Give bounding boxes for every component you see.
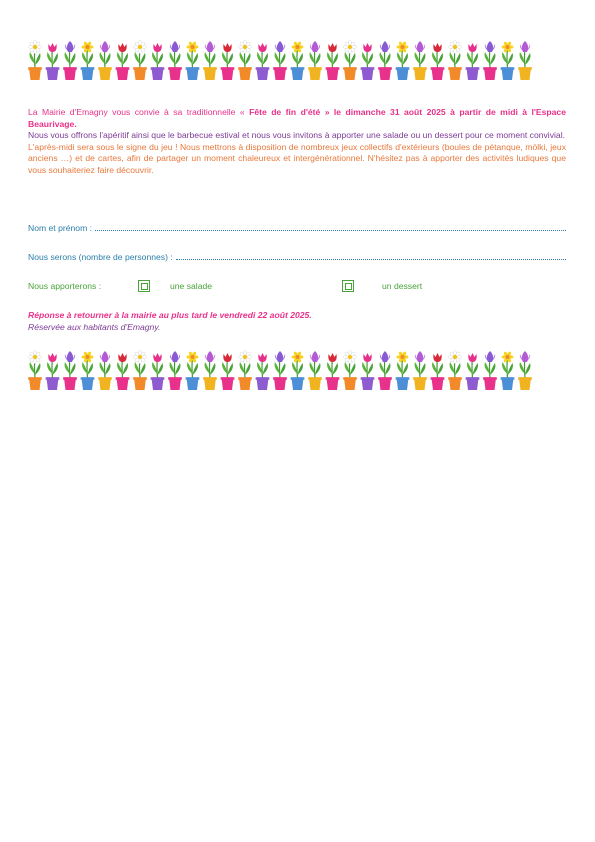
dessert-checkbox[interactable] (342, 280, 354, 292)
invitation-offer: Nous vous offrons l'apéritif ainsi que le barbecue estival et nous vous invitons à apporter une salade ou un dessert pour ce moment convivial. (28, 130, 565, 141)
salad-checkbox[interactable] (138, 280, 150, 292)
potted-flower-icon (326, 353, 340, 390)
potted-flower-icon (343, 350, 357, 390)
potted-flower-icon (133, 350, 147, 390)
potted-flower-icon (518, 351, 532, 390)
potted-flower-icon (186, 41, 200, 80)
name-dotted-line[interactable] (95, 223, 566, 231)
potted-flower-icon (291, 41, 305, 80)
bring-label: Nous apporterons : (28, 281, 102, 291)
potted-flower-icon (378, 41, 392, 80)
potted-flower-icon (483, 41, 497, 80)
potted-flower-icon (448, 350, 462, 390)
potted-flower-icon (168, 41, 182, 80)
potted-flower-icon (81, 351, 95, 390)
potted-flower-icon (256, 353, 270, 390)
potted-flower-icon (361, 43, 375, 80)
potted-flower-icon (63, 41, 77, 80)
potted-flower-icon (361, 353, 375, 390)
potted-flower-icon (448, 40, 462, 80)
potted-flower-icon (291, 351, 305, 390)
potted-flower-icon (203, 351, 217, 390)
potted-flower-icon (221, 43, 235, 80)
potted-flower-icon (483, 351, 497, 390)
event-details: Fête de fin d'été » le dimanche 31 août 2025 à partir de midi à l'Espace Beaurivage. (28, 107, 566, 129)
potted-flower-icon (46, 43, 60, 80)
potted-flower-icon (326, 43, 340, 80)
salad-option-label: une salade (170, 281, 213, 291)
potted-flower-icon (396, 41, 410, 80)
potted-flowers-border-icon (28, 38, 540, 82)
potted-flower-icon (466, 43, 480, 80)
invitation-games: L'après-midi sera sous le signe du jeu ! Nous mettrons à disposition de nombreux jeux collectifs d'extérieurs (boules de pétanque, mölki, jeux anciens …) et de cartes, afin de partager un moment chaleureux et intergénérationnel. N'hésitez pas à apporter des activités ludiques que vous souhaiteriez faire découvrir. (28, 141, 566, 175)
potted-flower-icon (238, 40, 252, 80)
potted-flower-icon (151, 43, 165, 80)
potted-flower-icon (221, 353, 235, 390)
potted-flower-icon (151, 353, 165, 390)
invitation-text (28, 107, 566, 177)
response-notes (28, 310, 566, 333)
potted-flower-icon (413, 351, 427, 390)
potted-flowers-border-icon (28, 348, 540, 392)
count-label: Nous serons (nombre de personnes) : (28, 252, 173, 262)
potted-flower-icon (308, 41, 322, 80)
potted-flower-icon (378, 351, 392, 390)
potted-flower-icon (256, 43, 270, 80)
potted-flower-icon (501, 351, 515, 390)
potted-flower-icon (308, 351, 322, 390)
invitation-intro (28, 107, 566, 130)
potted-flower-icon (168, 351, 182, 390)
name-field[interactable] (28, 223, 566, 233)
potted-flower-icon (46, 353, 60, 390)
potted-flower-icon (413, 41, 427, 80)
count-field[interactable] (28, 252, 566, 262)
name-label: Nom et prénom : (28, 223, 92, 233)
potted-flower-icon (186, 351, 200, 390)
reserved-note: Réservée aux habitants d'Emagny. (28, 321, 161, 332)
potted-flower-icon (396, 351, 410, 390)
potted-flower-icon (431, 353, 445, 390)
potted-flower-icon (116, 43, 130, 80)
potted-flower-icon (518, 41, 532, 80)
potted-flower-icon (273, 41, 287, 80)
potted-flower-icon (431, 43, 445, 80)
potted-flower-icon (238, 350, 252, 390)
bring-choices (28, 279, 566, 295)
potted-flower-icon (28, 40, 42, 80)
potted-flower-icon (98, 351, 112, 390)
potted-flower-icon (203, 41, 217, 80)
potted-flower-icon (466, 353, 480, 390)
potted-flower-icon (28, 350, 42, 390)
potted-flower-icon (98, 41, 112, 80)
potted-flower-icon (116, 353, 130, 390)
count-dotted-line[interactable] (176, 252, 566, 260)
dessert-option-label: un dessert (382, 281, 423, 291)
potted-flower-icon (273, 351, 287, 390)
deadline-note: Réponse à retourner à la mairie au plus tard le vendredi 22 août 2025. (28, 310, 312, 320)
potted-flower-icon (81, 41, 95, 80)
intro-text: La Mairie d'Emagny vous convie à sa traditionnelle « (28, 107, 250, 117)
potted-flower-icon (501, 41, 515, 80)
potted-flower-icon (343, 40, 357, 80)
potted-flower-icon (63, 351, 77, 390)
potted-flower-icon (133, 40, 147, 80)
